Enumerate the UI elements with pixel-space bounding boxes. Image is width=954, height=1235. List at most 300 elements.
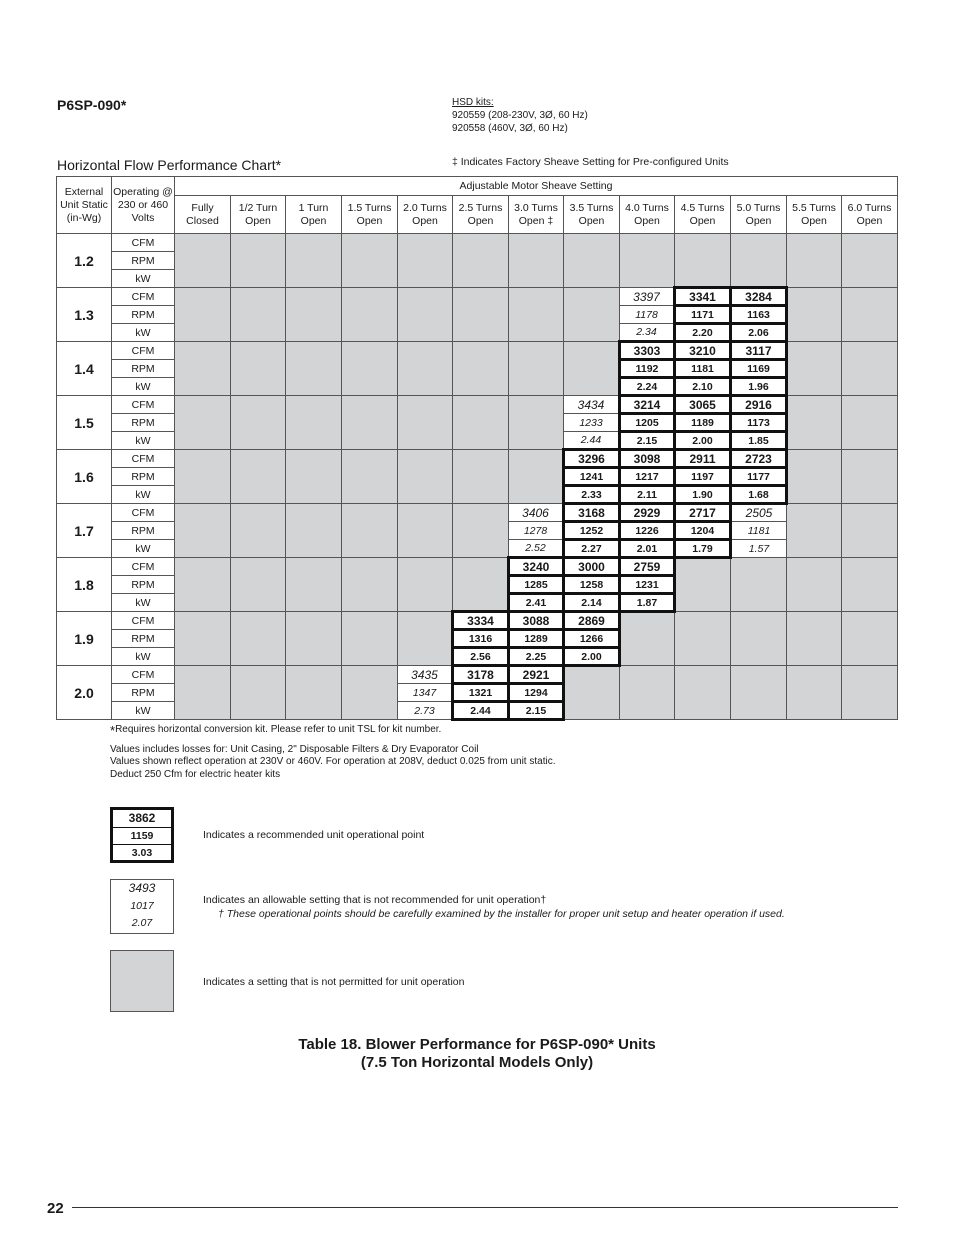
- not-permitted-cell: [175, 342, 231, 396]
- not-permitted-cell: [842, 288, 898, 342]
- not-permitted-cell: [342, 666, 398, 720]
- note-voltage: Values shown reflect operation at 230V or 460V. For operation at 208V, deduct 0.025 from unit static.: [110, 756, 556, 767]
- not-permitted-cell: [620, 612, 675, 666]
- sheave-header-line: 5.0 Turns: [736, 201, 781, 214]
- recommended-rpm-cell: 1177: [731, 468, 787, 486]
- allowable-cfm-cell: 3406: [509, 504, 564, 522]
- table-row: [57, 396, 898, 414]
- adjustable-sheave-header: Adjustable Motor Sheave Setting: [175, 177, 898, 196]
- not-permitted-cell: [731, 558, 787, 612]
- blower-performance-table: [56, 176, 898, 721]
- not-permitted-cell: [731, 234, 787, 288]
- recommended-rpm-cell: 1321: [453, 684, 509, 702]
- recommended-cfm-cell: 3341: [675, 288, 731, 306]
- legend-recommended-text: Indicates a recommended unit operational point: [203, 829, 425, 841]
- legend-allow-rpm: 1017: [130, 899, 154, 912]
- measure-label-kw: kW: [112, 378, 175, 396]
- allowable-kw-cell: 2.34: [620, 324, 675, 342]
- recommended-rpm-cell: 1241: [564, 468, 620, 486]
- not-permitted-cell: [286, 396, 342, 450]
- recommended-kw-cell: 1.90: [675, 486, 731, 504]
- sheave-header-line: Open: [578, 214, 605, 227]
- recommended-rpm-cell: 1285: [509, 576, 564, 594]
- not-permitted-cell: [787, 504, 842, 558]
- not-permitted-cell: [787, 450, 842, 504]
- voltage-header-line: Operating @: [113, 185, 173, 198]
- measure-label-kw: kW: [112, 324, 175, 342]
- table-caption: [0, 1036, 954, 1072]
- allowable-kw-cell: 1.57: [731, 540, 787, 558]
- recommended-kw-cell: 2.01: [620, 540, 675, 558]
- recommended-rpm-cell: 1181: [675, 360, 731, 378]
- sheave-column-header: [286, 196, 342, 234]
- not-permitted-cell: [398, 288, 453, 342]
- sheave-header-line: 3.5 Turns: [569, 201, 614, 214]
- not-permitted-cell: [509, 342, 564, 396]
- legend-not-permitted-swatch: [110, 950, 174, 1012]
- recommended-kw-cell: 2.15: [509, 702, 564, 720]
- recommended-rpm-cell: 1171: [675, 306, 731, 324]
- not-permitted-cell: [675, 234, 731, 288]
- recommended-rpm-cell: 1192: [620, 360, 675, 378]
- allowable-kw-cell: 2.73: [398, 702, 453, 720]
- not-permitted-cell: [231, 396, 286, 450]
- sheave-header-line: 6.0 Turns: [847, 201, 892, 214]
- recommended-cfm-cell: 3168: [564, 504, 620, 522]
- measure-label-kw: kW: [112, 432, 175, 450]
- recommended-kw-cell: 2.06: [731, 324, 787, 342]
- recommended-cfm-cell: 2759: [620, 558, 675, 576]
- not-permitted-cell: [787, 666, 842, 720]
- recommended-cfm-cell: 2929: [620, 504, 675, 522]
- measure-label-rpm: RPM: [112, 522, 175, 540]
- page-number: 22: [47, 1200, 64, 1217]
- not-permitted-cell: [398, 504, 453, 558]
- sheave-header-line: 2.5 Turns: [458, 201, 503, 214]
- legend-allow-kw: 2.07: [131, 917, 153, 930]
- table-row: [57, 234, 898, 252]
- sheave-column-header: [453, 196, 509, 234]
- hsd-heading: HSD kits:: [452, 97, 494, 108]
- not-permitted-cell: [175, 234, 231, 288]
- table-row: [57, 504, 898, 522]
- sheave-column-header: [731, 196, 787, 234]
- table-notes: [110, 724, 555, 781]
- measure-label-cfm: CFM: [112, 666, 175, 684]
- allowable-rpm-cell: 1278: [509, 522, 564, 540]
- measure-label-kw: kW: [112, 486, 175, 504]
- measure-label-cfm: CFM: [112, 342, 175, 360]
- not-permitted-cell: [231, 234, 286, 288]
- recommended-rpm-cell: 1294: [509, 684, 564, 702]
- recommended-kw-cell: 1.96: [731, 378, 787, 396]
- not-permitted-cell: [564, 666, 620, 720]
- measure-label-rpm: RPM: [112, 576, 175, 594]
- not-permitted-cell: [675, 558, 731, 612]
- recommended-kw-cell: 2.41: [509, 594, 564, 612]
- not-permitted-cell: [175, 450, 231, 504]
- voltage-header-line: 230 or 460: [117, 198, 169, 211]
- recommended-cfm-cell: 3088: [509, 612, 564, 630]
- sheave-column-header: [787, 196, 842, 234]
- recommended-rpm-cell: 1226: [620, 522, 675, 540]
- not-permitted-cell: [286, 558, 342, 612]
- sheave-column-header: [842, 196, 898, 234]
- not-permitted-cell: [342, 450, 398, 504]
- static-pressure-value: 1.6: [57, 450, 112, 504]
- not-permitted-cell: [509, 396, 564, 450]
- measure-label-rpm: RPM: [112, 360, 175, 378]
- recommended-kw-cell: 1.87: [620, 594, 675, 612]
- sheave-column-header: [398, 196, 453, 234]
- recommended-cfm-cell: 3296: [564, 450, 620, 468]
- sheave-header-line: 3.0 Turns: [514, 201, 558, 214]
- not-permitted-cell: [842, 234, 898, 288]
- not-permitted-cell: [231, 612, 286, 666]
- sheave-column-header: [675, 196, 731, 234]
- allowable-kw-cell: 2.44: [564, 432, 620, 450]
- note-conversion-kit: Requires horizontal conversion kit. Please refer to unit TSL for kit number.: [115, 724, 442, 735]
- sheave-header-line: Open: [412, 214, 438, 227]
- not-permitted-cell: [286, 612, 342, 666]
- not-permitted-cell: [342, 234, 398, 288]
- measure-label-kw: kW: [112, 648, 175, 666]
- not-permitted-cell: [509, 450, 564, 504]
- sheave-header-line: Open ‡: [518, 214, 554, 227]
- recommended-rpm-cell: 1258: [564, 576, 620, 594]
- recommended-kw-cell: 2.25: [509, 648, 564, 666]
- recommended-rpm-cell: 1205: [620, 414, 675, 432]
- sheave-header-line: Open: [245, 214, 271, 227]
- table-row: [57, 450, 898, 468]
- allowable-rpm-cell: 1347: [398, 684, 453, 702]
- recommended-kw-cell: 2.10: [675, 378, 731, 396]
- not-permitted-cell: [398, 612, 453, 666]
- not-permitted-cell: [231, 504, 286, 558]
- not-permitted-cell: [564, 288, 620, 342]
- measure-label-cfm: CFM: [112, 396, 175, 414]
- asterisk-mark: *: [110, 723, 116, 738]
- measure-label-rpm: RPM: [112, 468, 175, 486]
- sheave-header-line: Open: [356, 214, 383, 227]
- note-heater-kits: Deduct 250 Cfm for electric heater kits: [110, 768, 281, 780]
- sheave-column-header: [231, 196, 286, 234]
- recommended-rpm-cell: 1173: [731, 414, 787, 432]
- sheave-column-header: [175, 196, 231, 234]
- measure-label-cfm: CFM: [112, 450, 175, 468]
- not-permitted-cell: [509, 234, 564, 288]
- sheave-header-line: Open: [634, 214, 660, 227]
- recommended-kw-cell: 1.85: [731, 432, 787, 450]
- table-row: [57, 342, 898, 360]
- sheave-column-header: [564, 196, 620, 234]
- static-pressure-value: 1.5: [57, 396, 112, 450]
- sheave-column-header: [620, 196, 675, 234]
- not-permitted-cell: [787, 288, 842, 342]
- not-permitted-cell: [342, 288, 398, 342]
- measure-label-rpm: RPM: [112, 630, 175, 648]
- not-permitted-cell: [509, 288, 564, 342]
- not-permitted-cell: [842, 504, 898, 558]
- sheave-header-line: Closed: [186, 214, 219, 227]
- not-permitted-cell: [453, 396, 509, 450]
- not-permitted-cell: [231, 450, 286, 504]
- recommended-cfm-cell: 3000: [564, 558, 620, 576]
- table-row: [57, 288, 898, 306]
- sheave-header-line: 1.5 Turns: [347, 201, 392, 214]
- recommended-cfm-cell: 3210: [675, 342, 731, 360]
- sheave-header-line: 4.0 Turns: [625, 201, 669, 214]
- legend-allowable-text: Indicates an allowable setting that is not recommended for unit operation†: [203, 894, 547, 906]
- allowable-cfm-cell: 3434: [564, 396, 620, 414]
- not-permitted-cell: [286, 450, 342, 504]
- not-permitted-cell: [564, 234, 620, 288]
- not-permitted-cell: [175, 504, 231, 558]
- measure-label-kw: kW: [112, 540, 175, 558]
- not-permitted-cell: [231, 288, 286, 342]
- not-permitted-cell: [842, 450, 898, 504]
- not-permitted-cell: [842, 558, 898, 612]
- allowable-rpm-cell: 1178: [620, 306, 675, 324]
- recommended-kw-cell: 2.14: [564, 594, 620, 612]
- recommended-cfm-cell: 2869: [564, 612, 620, 630]
- legend-allow-cfm: 3493: [128, 881, 156, 895]
- recommended-rpm-cell: 1289: [509, 630, 564, 648]
- legend-allowable-swatch: [110, 879, 174, 934]
- voltage-header: [112, 177, 175, 234]
- sheave-column-header: [342, 196, 398, 234]
- static-pressure-header: [57, 177, 112, 234]
- sheave-header-line: Fully: [191, 201, 214, 214]
- static-pressure-value: 1.9: [57, 612, 112, 666]
- recommended-kw-cell: 2.20: [675, 324, 731, 342]
- not-permitted-cell: [286, 234, 342, 288]
- recommended-kw-cell: 2.24: [620, 378, 675, 396]
- not-permitted-cell: [842, 666, 898, 720]
- measure-label-cfm: CFM: [112, 504, 175, 522]
- factory-sheave-note: ‡ Indicates Factory Sheave Setting for Pre-configured Units: [452, 156, 729, 168]
- not-permitted-cell: [731, 612, 787, 666]
- static-header-line: (in-Wg): [66, 211, 102, 224]
- legend-rec-cfm: 3862: [113, 810, 171, 828]
- measure-label-kw: kW: [112, 594, 175, 612]
- not-permitted-cell: [231, 558, 286, 612]
- recommended-cfm-cell: 3240: [509, 558, 564, 576]
- recommended-kw-cell: 2.44: [453, 702, 509, 720]
- not-permitted-cell: [398, 450, 453, 504]
- not-permitted-cell: [175, 612, 231, 666]
- recommended-rpm-cell: 1217: [620, 468, 675, 486]
- recommended-cfm-cell: 3334: [453, 612, 509, 630]
- not-permitted-cell: [453, 288, 509, 342]
- not-permitted-cell: [675, 666, 731, 720]
- static-header-line: Unit Static: [60, 198, 108, 211]
- legend-not-permitted-text: Indicates a setting that is not permitted for unit operation: [203, 976, 465, 988]
- recommended-rpm-cell: 1189: [675, 414, 731, 432]
- recommended-rpm-cell: 1252: [564, 522, 620, 540]
- header-row-2: [57, 196, 898, 234]
- static-pressure-value: 2.0: [57, 666, 112, 720]
- measure-label-kw: kW: [112, 702, 175, 720]
- hsd-kit-1: 920559 (208-230V, 3Ø, 60 Hz): [452, 110, 588, 121]
- not-permitted-cell: [342, 504, 398, 558]
- not-permitted-cell: [398, 396, 453, 450]
- not-permitted-cell: [620, 666, 675, 720]
- measure-label-rpm: RPM: [112, 684, 175, 702]
- not-permitted-cell: [342, 558, 398, 612]
- legend-rec-rpm: 1159: [113, 828, 171, 846]
- table-row: [57, 558, 898, 576]
- recommended-cfm-cell: 2921: [509, 666, 564, 684]
- not-permitted-cell: [398, 558, 453, 612]
- recommended-kw-cell: 1.68: [731, 486, 787, 504]
- caption-line-2: (7.5 Ton Horizontal Models Only): [360, 1054, 594, 1071]
- not-permitted-cell: [787, 558, 842, 612]
- static-pressure-value: 1.3: [57, 288, 112, 342]
- sheave-header-line: 5.5 Turns: [792, 201, 836, 214]
- not-permitted-cell: [286, 342, 342, 396]
- static-pressure-value: 1.4: [57, 342, 112, 396]
- hsd-kits-block: [452, 96, 588, 135]
- not-permitted-cell: [342, 612, 398, 666]
- not-permitted-cell: [453, 558, 509, 612]
- recommended-kw-cell: 2.15: [620, 432, 675, 450]
- recommended-kw-cell: 2.00: [675, 432, 731, 450]
- legend-recommended-swatch: [110, 807, 174, 863]
- not-permitted-cell: [398, 234, 453, 288]
- allowable-kw-cell: 2.52: [509, 540, 564, 558]
- measure-label-cfm: CFM: [112, 288, 175, 306]
- recommended-rpm-cell: 1266: [564, 630, 620, 648]
- allowable-cfm-cell: 3435: [398, 666, 453, 684]
- sheave-column-header: [509, 196, 564, 234]
- recommended-cfm-cell: 3178: [453, 666, 509, 684]
- not-permitted-cell: [453, 450, 509, 504]
- not-permitted-cell: [342, 396, 398, 450]
- allowable-rpm-cell: 1233: [564, 414, 620, 432]
- static-pressure-value: 1.7: [57, 504, 112, 558]
- not-permitted-cell: [787, 342, 842, 396]
- header-row-1: [57, 177, 898, 196]
- sheave-header-line: 1 Turn: [298, 201, 329, 214]
- not-permitted-cell: [842, 342, 898, 396]
- measure-label-rpm: RPM: [112, 252, 175, 270]
- not-permitted-cell: [564, 342, 620, 396]
- not-permitted-cell: [342, 342, 398, 396]
- not-permitted-cell: [175, 288, 231, 342]
- recommended-rpm-cell: 1231: [620, 576, 675, 594]
- not-permitted-cell: [731, 666, 787, 720]
- recommended-cfm-cell: 2723: [731, 450, 787, 468]
- not-permitted-cell: [286, 288, 342, 342]
- recommended-kw-cell: 2.33: [564, 486, 620, 504]
- not-permitted-cell: [175, 396, 231, 450]
- not-permitted-cell: [842, 396, 898, 450]
- recommended-cfm-cell: 3303: [620, 342, 675, 360]
- not-permitted-cell: [286, 504, 342, 558]
- sheave-header-line: Open: [467, 214, 494, 227]
- recommended-cfm-cell: 3284: [731, 288, 787, 306]
- allowable-cfm-cell: 3397: [620, 288, 675, 306]
- sheave-header-line: Open: [745, 214, 772, 227]
- recommended-cfm-cell: 3065: [675, 396, 731, 414]
- hsd-kit-2: 920558 (460V, 3Ø, 60 Hz): [452, 123, 568, 134]
- recommended-kw-cell: 2.27: [564, 540, 620, 558]
- not-permitted-cell: [175, 558, 231, 612]
- recommended-rpm-cell: 1204: [675, 522, 731, 540]
- voltage-header-line: Volts: [131, 211, 155, 224]
- table-row: [57, 666, 898, 684]
- recommended-rpm-cell: 1316: [453, 630, 509, 648]
- not-permitted-cell: [453, 342, 509, 396]
- note-losses: Values includes losses for: Unit Casing, 2" Disposable Filters & Dry Evaporator Coil: [110, 743, 479, 755]
- not-permitted-cell: [620, 234, 675, 288]
- not-permitted-cell: [398, 342, 453, 396]
- recommended-kw-cell: 2.11: [620, 486, 675, 504]
- recommended-cfm-cell: 2911: [675, 450, 731, 468]
- recommended-cfm-cell: 2717: [675, 504, 731, 522]
- recommended-cfm-cell: 3214: [620, 396, 675, 414]
- allowable-cfm-cell: 2505: [731, 504, 787, 522]
- measure-label-kw: kW: [112, 270, 175, 288]
- not-permitted-cell: [231, 342, 286, 396]
- sheave-header-line: Open: [300, 214, 327, 227]
- static-pressure-value: 1.8: [57, 558, 112, 612]
- sheave-header-line: 2.0 Turns: [403, 201, 447, 214]
- recommended-rpm-cell: 1169: [731, 360, 787, 378]
- recommended-cfm-cell: 3117: [731, 342, 787, 360]
- measure-label-cfm: CFM: [112, 612, 175, 630]
- legend-allowable-note: † These operational points should be carefully examined by the installer for proper unit setup and heater operation if used.: [218, 908, 785, 920]
- not-permitted-cell: [231, 666, 286, 720]
- measure-label-rpm: RPM: [112, 414, 175, 432]
- not-permitted-cell: [453, 234, 509, 288]
- measure-label-cfm: CFM: [112, 234, 175, 252]
- footer-rule: [72, 1207, 898, 1208]
- sheave-header-line: 4.5 Turns: [680, 201, 725, 214]
- measure-label-rpm: RPM: [112, 306, 175, 324]
- recommended-cfm-cell: 3098: [620, 450, 675, 468]
- sheave-header-line: 1/2 Turn: [238, 201, 278, 214]
- recommended-rpm-cell: 1163: [731, 306, 787, 324]
- table-row: [57, 612, 898, 630]
- recommended-kw-cell: 2.56: [453, 648, 509, 666]
- recommended-kw-cell: 2.00: [564, 648, 620, 666]
- caption-line-1: Table 18. Blower Performance for P6SP-090* Units: [298, 1036, 656, 1053]
- chart-title: Horizontal Flow Performance Chart*: [57, 157, 282, 173]
- static-header-line: External: [64, 185, 104, 198]
- not-permitted-cell: [286, 666, 342, 720]
- not-permitted-cell: [787, 234, 842, 288]
- sheave-header-line: Open: [689, 214, 716, 227]
- not-permitted-cell: [675, 612, 731, 666]
- not-permitted-cell: [175, 666, 231, 720]
- recommended-rpm-cell: 1197: [675, 468, 731, 486]
- sheave-header-line: Open: [801, 214, 827, 227]
- sheave-header-line: Open: [856, 214, 883, 227]
- not-permitted-cell: [842, 612, 898, 666]
- not-permitted-cell: [787, 612, 842, 666]
- measure-label-cfm: CFM: [112, 558, 175, 576]
- not-permitted-cell: [787, 396, 842, 450]
- not-permitted-cell: [453, 504, 509, 558]
- model-title: P6SP-090*: [57, 97, 127, 113]
- allowable-rpm-cell: 1181: [731, 522, 787, 540]
- static-pressure-value: 1.2: [57, 234, 112, 288]
- legend-rec-kw: 3.03: [131, 847, 153, 860]
- recommended-kw-cell: 1.79: [675, 540, 731, 558]
- recommended-cfm-cell: 2916: [731, 396, 787, 414]
